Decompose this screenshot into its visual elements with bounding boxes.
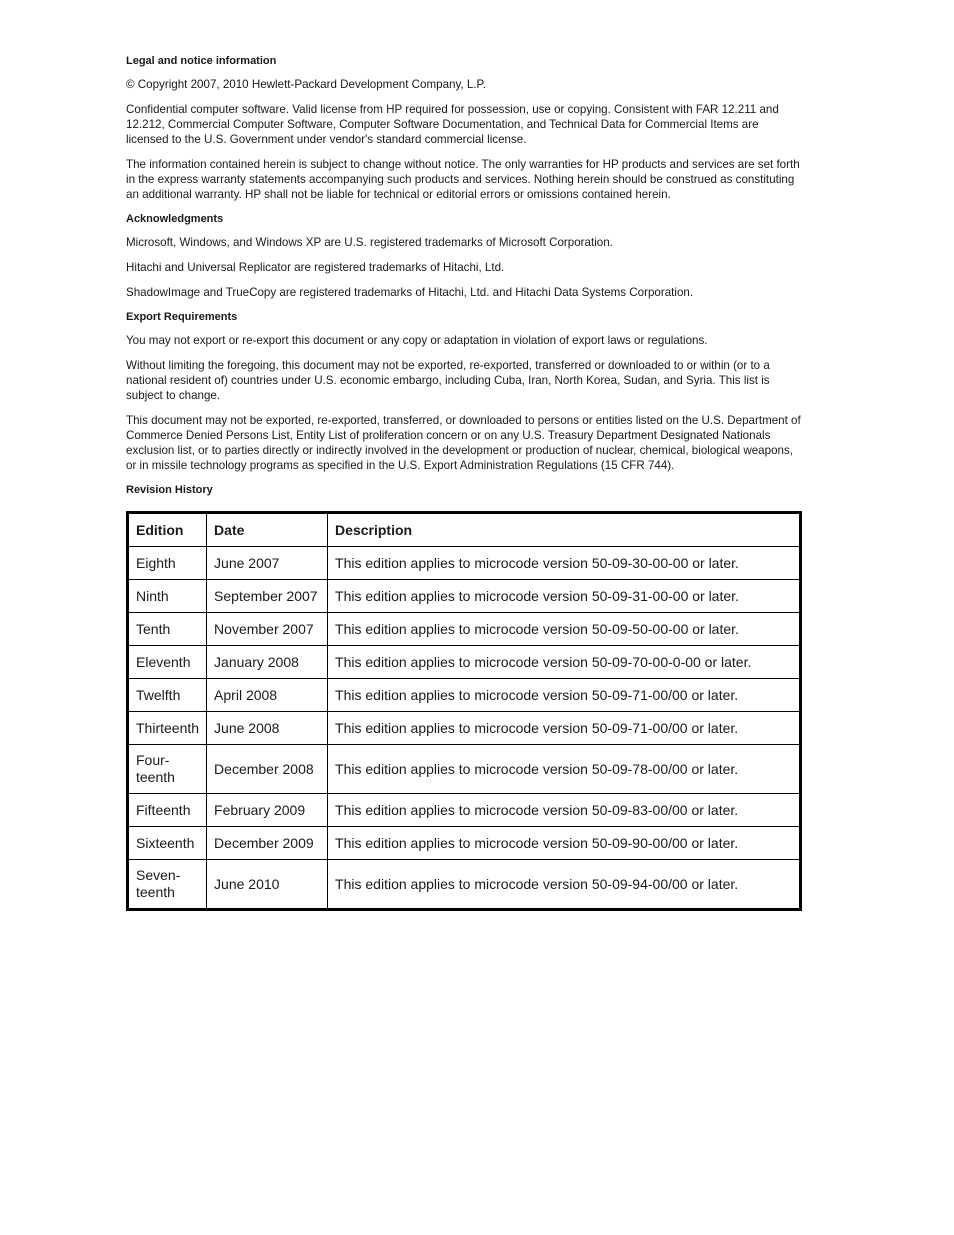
copyright-text: © Copyright 2007, 2010 Hewlett-Packard Development Company, L.P.: [126, 78, 486, 91]
date-cell: June 2008: [207, 712, 328, 745]
date-cell: June 2007: [207, 547, 328, 580]
date-cell: September 2007: [207, 580, 328, 613]
export-paragraph-1: You may not export or re-export this document or any copy or adaptation in violation of export laws or regulations.: [126, 334, 708, 347]
column-header-edition: Edition: [128, 513, 207, 547]
edition-cell: Tenth: [128, 613, 207, 646]
edition-cell: Ninth: [128, 580, 207, 613]
table-row: [128, 547, 801, 580]
export-paragraph-2: Without limiting the foregoing, this document may not be exported, re-exported, transferred or downloaded to or within (or to a national resident of) countries under U.S. economic embargo, including Cuba, Iran, North Korea, Sudan, and Syria. This list is subject to change.: [126, 359, 770, 402]
revision-history-heading: Revision History: [126, 484, 213, 496]
date-cell: February 2009: [207, 794, 328, 827]
description-cell: This edition applies to microcode version 50-09-50-00-00 or later.: [328, 613, 801, 646]
description-cell: This edition applies to microcode version 50-09-78-00/00 or later.: [328, 745, 801, 794]
revision-history-table: [126, 511, 802, 911]
table-row: [128, 580, 801, 613]
edition-cell: Twelfth: [128, 679, 207, 712]
table-row: [128, 712, 801, 745]
hitachi-trademark-text: Hitachi and Universal Replicator are registered trademarks of Hitachi, Ltd.: [126, 261, 505, 274]
export-heading: Export Requirements: [126, 311, 238, 323]
table-row: [128, 827, 801, 860]
table-row: [128, 679, 801, 712]
date-cell: June 2010: [207, 860, 328, 910]
edition-cell: Fifteenth: [128, 794, 207, 827]
description-cell: This edition applies to microcode version 50-09-70-00-0-00 or later.: [328, 646, 801, 679]
date-cell: December 2009: [207, 827, 328, 860]
table-row: [128, 646, 801, 679]
legal-heading: Legal and notice information: [126, 55, 277, 67]
table-row: [128, 794, 801, 827]
column-header-date: Date: [207, 513, 328, 547]
document-page: [126, 54, 802, 506]
date-cell: January 2008: [207, 646, 328, 679]
warranty-text: The information contained herein is subject to change without notice. The only warranties for HP products and services are set forth in the express warranty statements accompanying such products and services. Nothing herein should be construed as constituting an additional warranty. HP shall not be liable for technical or editorial errors or omissions contained herein.: [126, 158, 800, 201]
edition-cell: Thirteenth: [128, 712, 207, 745]
acknowledgments-heading: Acknowledgments: [126, 213, 224, 225]
description-cell: This edition applies to microcode version 50-09-94-00/00 or later.: [328, 860, 801, 910]
description-cell: This edition applies to microcode version 50-09-83-00/00 or later.: [328, 794, 801, 827]
date-cell: November 2007: [207, 613, 328, 646]
table-row: [128, 613, 801, 646]
table-header-row: [128, 513, 801, 547]
microsoft-trademark-text: Microsoft, Windows, and Windows XP are U.S. registered trademarks of Microsoft Corporation.: [126, 236, 613, 249]
edition-cell: Four- teenth: [128, 745, 207, 794]
edition-cell: Seven- teenth: [128, 860, 207, 910]
table-row: [128, 745, 801, 794]
shadowimage-trademark-text: ShadowImage and TrueCopy are registered trademarks of Hitachi, Ltd. and Hitachi Data Systems Corporation.: [126, 286, 694, 299]
export-paragraph-3: This document may not be exported, re-exported, transferred, or downloaded to persons or entities listed on the U.S. Department of Commerce Denied Persons List, Entity List of proliferation concern or on any U.S. Treasury Department Designated Nationals exclusion list, or to parties directly or indirectly involved in the development or production of nuclear, chemical, biological weapons, or in missile technology programs as specified in the U.S. Export Administration Regulations (15 CFR 744).: [126, 414, 801, 472]
edition-cell: Eighth: [128, 547, 207, 580]
confidential-text: Confidential computer software. Valid license from HP required for possession, use or copying. Consistent with FAR 12.211 and 12.212, Commercial Computer Software, Computer Software Documentation, and Technical Data for Commercial Items are licensed to the U.S. Government under vendor's standard commercial license.: [126, 103, 779, 146]
edition-cell: Sixteenth: [128, 827, 207, 860]
date-cell: December 2008: [207, 745, 328, 794]
description-cell: This edition applies to microcode version 50-09-90-00/00 or later.: [328, 827, 801, 860]
column-header-description: Description: [328, 513, 801, 547]
edition-cell: Eleventh: [128, 646, 207, 679]
description-cell: This edition applies to microcode version 50-09-71-00/00 or later.: [328, 679, 801, 712]
table-row: [128, 860, 801, 910]
description-cell: This edition applies to microcode version 50-09-71-00/00 or later.: [328, 712, 801, 745]
description-cell: This edition applies to microcode version 50-09-31-00-00 or later.: [328, 580, 801, 613]
description-cell: This edition applies to microcode version 50-09-30-00-00 or later.: [328, 547, 801, 580]
date-cell: April 2008: [207, 679, 328, 712]
